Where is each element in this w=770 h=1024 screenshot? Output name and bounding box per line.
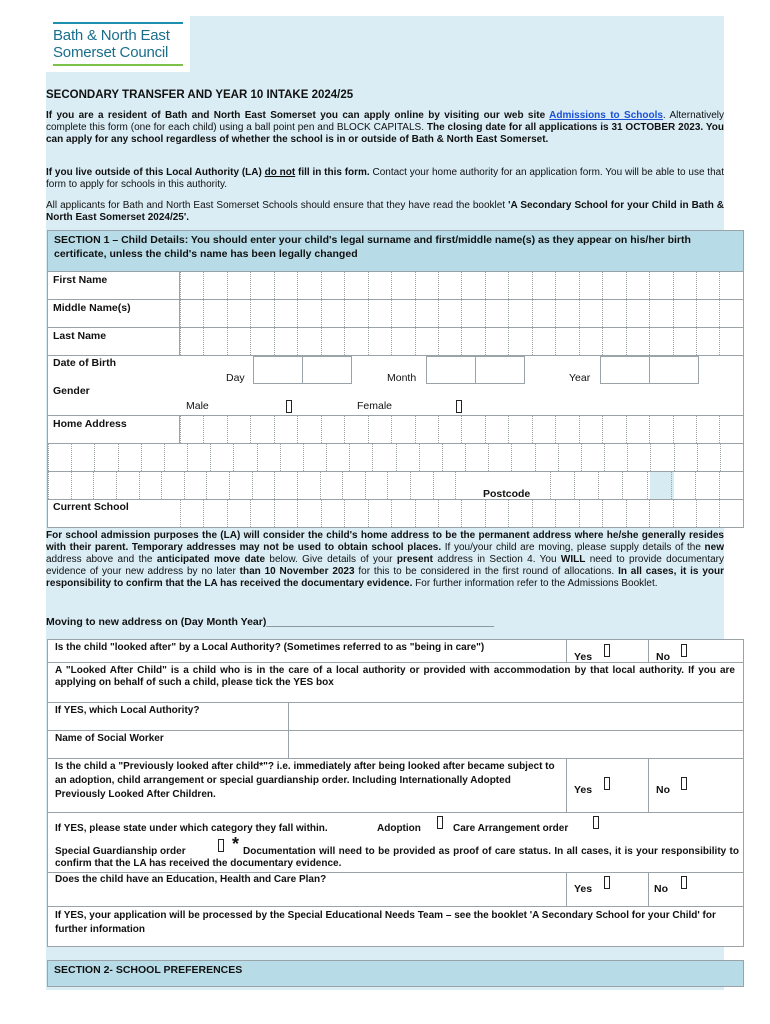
home-address-line-1[interactable] xyxy=(180,416,743,443)
current-school-label: Current School xyxy=(53,501,129,513)
page-title: SECONDARY TRANSFER AND YEAR 10 INTAKE 2024/25 xyxy=(46,89,354,101)
section-1-header: SECTION 1 – Child Details: You should enter your child's legal surname and first/middle name(s) as they appear on his/her birth certificate, unless the child's name has been legally changed xyxy=(47,230,744,272)
year-label: Year xyxy=(569,372,591,384)
previously-no-checkbox[interactable] xyxy=(681,777,687,790)
female-checkbox[interactable] xyxy=(456,400,462,413)
looked-after-question: Is the child "looked after" by a Local Authority? (Sometimes referred to as "being in care") xyxy=(55,642,485,653)
looked-after-yes-label: Yes xyxy=(574,651,593,663)
gender-label: Gender xyxy=(53,385,90,397)
ehcp-yes-checkbox[interactable] xyxy=(604,876,610,889)
home-address-line-2[interactable] xyxy=(48,444,743,471)
ehcp-note: If YES, your application will be processed by the Special Educational Needs Team – see the booklet 'A Secondary School for your Child' for further information xyxy=(55,910,716,935)
category-label: If YES, please state under which category they fall within. xyxy=(55,823,328,834)
first-name-field[interactable] xyxy=(180,272,743,299)
home-address-label: Home Address xyxy=(53,418,127,430)
ehcp-no-checkbox[interactable] xyxy=(681,876,687,889)
last-name-label: Last Name xyxy=(53,330,107,342)
intro-paragraph-2: If you live outside of this Local Authority (LA) do not fill in this form. Contact your home authority for an application form. You will be able to use that form to apply for schools in this authority. xyxy=(46,167,724,190)
care-arrangement-checkbox[interactable] xyxy=(593,816,599,829)
looked-after-no-label: No xyxy=(656,651,670,663)
postcode-label: Postcode xyxy=(483,488,531,500)
logo-line-1: Bath & North East xyxy=(53,27,170,44)
last-name-field[interactable] xyxy=(180,328,743,355)
intro-paragraph-1: If you are a resident of Bath and North East Somerset you can apply online by visiting our web site Admissions to Schools. Alternatively complete this form (one for each child) using a ball point pen and BLOCK CAPITALS. The closing date for all applications is 31 OCTOBER 2023. You can apply for any school regardless of whether the school is in or outside of Bath & North East Somerset. xyxy=(46,110,724,145)
home-address-line-3[interactable] xyxy=(48,472,478,499)
previously-yes-label: Yes xyxy=(574,784,593,796)
previously-looked-after-question: Is the child a "Previously looked after child*"? i.e. immediately after being looked after became subject to an adoption, child arrangement or special guardianship order. Including Internationally Adopted Previously Looked After Children. xyxy=(55,761,555,800)
council-logo xyxy=(46,16,190,72)
section-2-header: SECTION 2- SCHOOL PREFERENCES xyxy=(47,960,744,987)
ehcp-question: Does the child have an Education, Health and Care Plan? xyxy=(55,874,327,885)
care-arrangement-label: Care Arrangement order xyxy=(453,823,569,834)
dob-label: Date of Birth xyxy=(53,357,116,369)
looked-after-yes-checkbox[interactable] xyxy=(604,644,610,657)
previously-no-label: No xyxy=(656,784,670,796)
male-label: Male xyxy=(186,400,209,412)
special-guardianship-label: Special Guardianship order xyxy=(55,846,186,857)
postcode-field[interactable] xyxy=(550,472,743,499)
female-label: Female xyxy=(357,400,393,412)
intro-paragraph-3: All applicants for Bath and North East Somerset Schools should ensure that they have read the booklet 'A Secondary School for your Child in Bath & North East Somerset 2024/25'. xyxy=(46,200,725,223)
previously-yes-checkbox[interactable] xyxy=(604,777,610,790)
social-worker-field[interactable] xyxy=(289,731,743,758)
looked-after-no-checkbox[interactable] xyxy=(681,644,687,657)
looked-after-definition: A "Looked After Child" is a child who is in the care of a local authority or provided with accommodation by that local authority. If you are applying on behalf of such a child, please tick the YES box xyxy=(55,665,735,688)
documentation-note: Documentation will need to be provided as proof of care status. In all cases, it is your responsibility to confirm that the LA has received the documentary evidence. xyxy=(55,846,739,869)
current-school-field[interactable] xyxy=(180,500,743,527)
admissions-link[interactable]: Admissions to Schools xyxy=(549,110,663,121)
adoption-checkbox[interactable] xyxy=(437,816,443,829)
middle-names-field[interactable] xyxy=(180,300,743,327)
social-worker-label: Name of Social Worker xyxy=(55,733,164,744)
which-la-field[interactable] xyxy=(289,703,743,730)
ehcp-yes-label: Yes xyxy=(574,883,593,895)
star-marker: * xyxy=(232,834,240,854)
month-label: Month xyxy=(387,372,417,384)
ehcp-no-label: No xyxy=(654,883,668,895)
which-la-label: If YES, which Local Authority? xyxy=(55,705,200,716)
adoption-label: Adoption xyxy=(377,823,421,834)
male-checkbox[interactable] xyxy=(286,400,292,413)
middle-names-label: Middle Name(s) xyxy=(53,302,131,314)
day-label: Day xyxy=(226,372,245,384)
admission-note: For school admission purposes the (LA) will consider the child's home address to be the permanent address where he/she generally resides with their parent. Temporary addresses may not be used to obtain school places. If you/your child are moving, please supply details of the new address above and the anticipated move date below. Give details of your present address in Section 4. You WILL need to provide documentary evidence of your new address by no later than 10 November 2023 for this to be considered in the first round of allocations. In all cases, it is your responsibility to confirm that the LA has received the documentary evidence. For further information refer to the Admissions Booklet. xyxy=(46,530,724,589)
moving-date-line[interactable]: Moving to new address on (Day Month Year)_______________________________________ xyxy=(46,616,495,628)
first-name-label: First Name xyxy=(53,274,108,286)
logo-line-2: Somerset Council xyxy=(53,44,169,61)
